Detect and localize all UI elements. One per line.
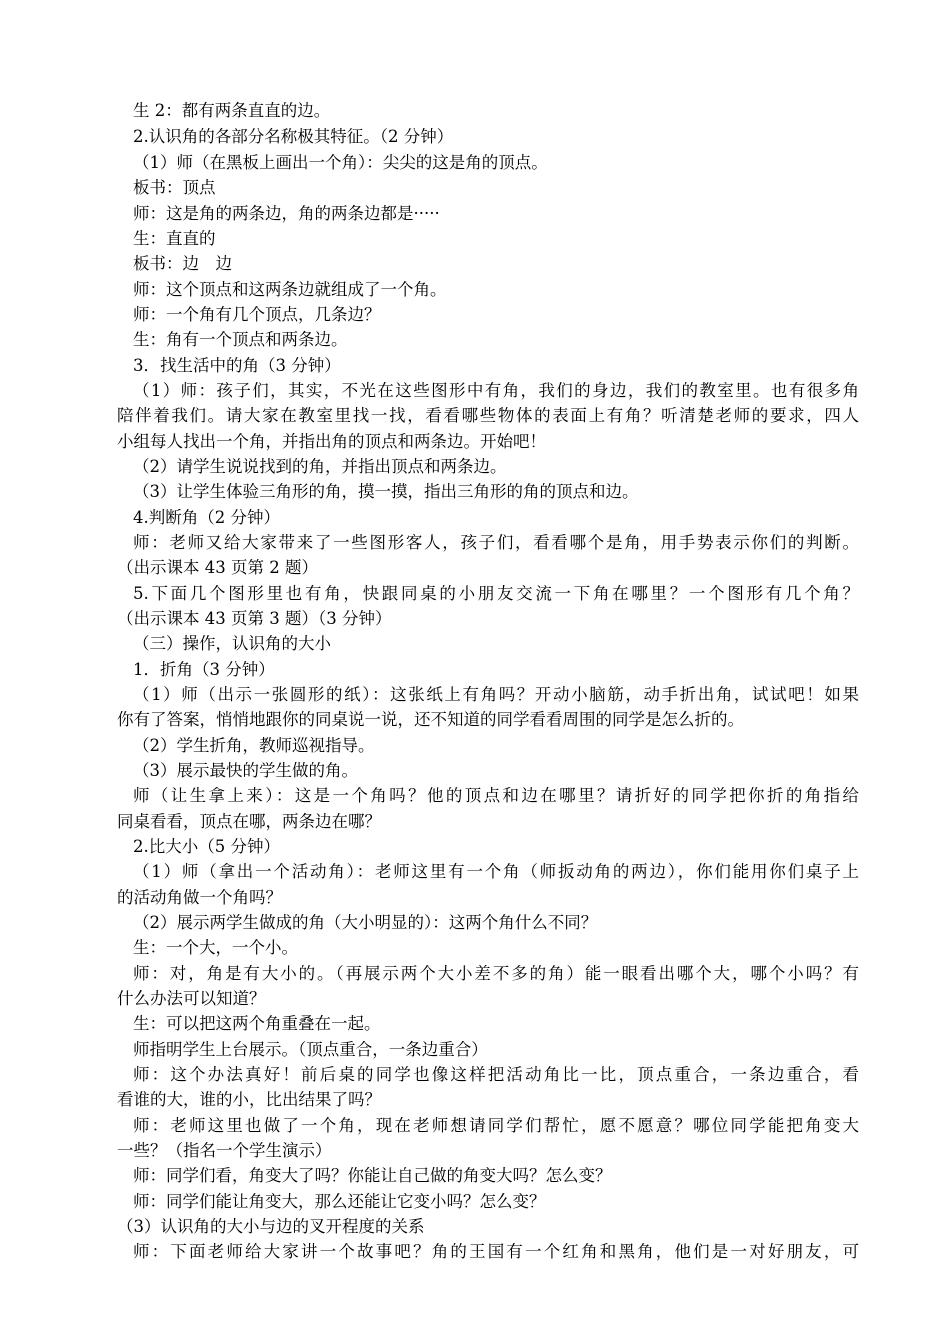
text-line: （3）让学生体验三角形的角，摸一摸，指出三角形的角的顶点和边。 — [133, 482, 639, 501]
text-line: （出示课本 43 页第 2 题） — [117, 558, 318, 577]
text-line: 小组每人找出一个角，并指出角的顶点和两条边。开始吧！ — [117, 432, 546, 451]
text-line: （2）学生折角，教师巡视指导。 — [133, 736, 375, 755]
text-line: 师：这个顶点和这两条边就组成了一个角。 — [133, 280, 447, 299]
text-line: 1．折角（3 分钟） — [133, 660, 275, 679]
text-line: 生：角有一个顶点和两条边。 — [133, 330, 348, 349]
text-line: 5.下面几个图形里也有角，快跟同桌的小朋友交流一下角在哪里？一个图形有几个角？ — [133, 584, 859, 603]
text-line: 师（让生拿上来）：这是一个角吗？他的顶点和边在哪里？请折好的同学把你折的角指给 — [133, 786, 859, 805]
text-line: （3）认识角的大小与边的叉开程度的关系 — [117, 1217, 425, 1236]
text-line: 生：直直的 — [133, 229, 216, 248]
text-line: 2.认识角的各部分名称极其特征。（2 分钟） — [133, 127, 454, 146]
text-line: 生：一个大，一个小。 — [133, 938, 298, 957]
text-line: 生：可以把这两个角重叠在一起。 — [133, 1014, 381, 1033]
text-line: 师：这个办法真好！前后桌的同学也像这样把活动角比一比，顶点重合，一条边重合，看 — [133, 1065, 859, 1084]
text-line: （2）展示两学生做成的角（大小明显的）：这两个角什么不同？ — [133, 913, 598, 932]
text-line: （3）展示最快的学生做的角。 — [133, 761, 358, 780]
text-line: （1）师（在黑板上画出一个角）：尖尖的这是角的顶点。 — [133, 153, 548, 172]
text-line: 板书：顶点 — [133, 178, 216, 197]
text-line: 2.比大小（5 分钟） — [133, 837, 280, 856]
text-line: 一些？（指名一个学生演示） — [117, 1141, 332, 1160]
text-line: 板书：边 边 — [133, 254, 232, 273]
text-line: 的活动角做一个角吗？ — [117, 888, 282, 907]
text-line: 看谁的大，谁的小，比出结果了吗？ — [117, 1090, 381, 1109]
text-line: （1）师（出示一张圆形的纸）：这张纸上有角吗？开动小脑筋，动手折出角，试试吧！如果 — [133, 685, 859, 704]
text-line: 师：一个角有几个顶点，几条边？ — [133, 305, 381, 324]
text-line: 师：同学们看，角变大了吗？你能让自己做的角变大吗？怎么变？ — [133, 1166, 612, 1185]
text-line: （2）请学生说说找到的角，并指出顶点和两条边。 — [133, 457, 507, 476]
text-line: 同桌看看，顶点在哪，两条边在哪？ — [117, 812, 381, 831]
text-line: （1）师（拿出一个活动角）：老师这里有一个角（师扳动角的两边），你们能用你们桌子上 — [133, 862, 859, 881]
text-line: 师：老师又给大家带来了一些图形客人，孩子们，看看哪个是角，用手势表示你们的判断。 — [133, 533, 859, 552]
text-line: 什么办法可以知道？ — [117, 989, 266, 1008]
text-line: （1）师：孩子们，其实，不光在这些图形中有角，我们的身边，我们的教室里。也有很多角 — [133, 381, 859, 400]
text-line: （三）操作，认识角的大小 — [133, 634, 331, 653]
text-line: 师：对，角是有大小的。（再展示两个大小差不多的角）能一眼看出哪个大，哪个小吗？有 — [133, 964, 859, 983]
text-line: 师：下面老师给大家讲一个故事吧？角的王国有一个红角和黑角，他们是一对好朋友，可 — [133, 1242, 859, 1261]
text-line: 师：这是角的两条边，角的两条边都是····· — [133, 204, 440, 223]
text-line: 师：老师这里也做了一个角，现在老师想请同学们帮忙，愿不愿意？哪位同学能把角变大 — [133, 1116, 859, 1135]
text-line: 师指明学生上台展示。（顶点重合，一条边重合） — [133, 1040, 488, 1059]
text-line: 3．找生活中的角（3 分钟） — [133, 356, 341, 375]
text-line: 你有了答案，悄悄地跟你的同桌说一说，还不知道的同学看看周围的同学是怎么折的。 — [117, 710, 744, 729]
text-line: 生 2：都有两条直直的边。 — [133, 101, 331, 120]
text-line: （出示课本 43 页第 3 题）（3 分钟） — [117, 609, 392, 628]
text-line: 陪伴着我们。请大家在教室里找一找，看看哪些物体的表面上有角？听清楚老师的要求，四人 — [117, 406, 859, 425]
text-line: 4.判断角（2 分钟） — [133, 508, 280, 527]
text-line: 师：同学们能让角变大，那么还能让它变小吗？怎么变？ — [133, 1192, 546, 1211]
